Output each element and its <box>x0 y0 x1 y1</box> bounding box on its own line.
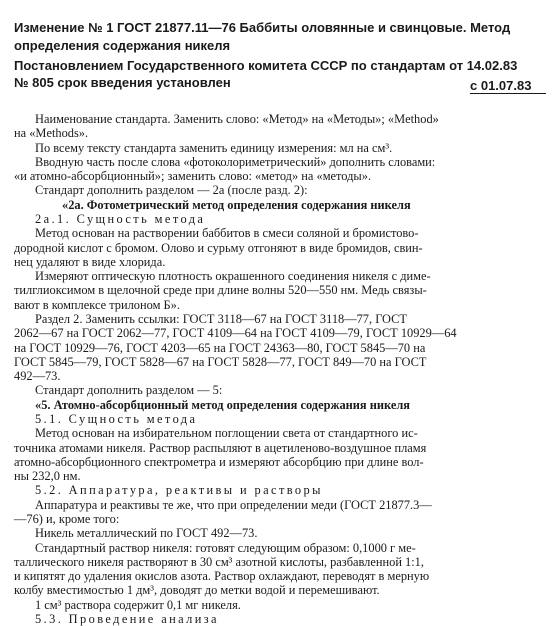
paragraph-line: —76) и, кроме того: <box>14 512 120 526</box>
paragraph-line: колбу вместимостью 1 дм³, доводят до метки водой и перемешивают. <box>14 583 380 597</box>
paragraph-line: таллического никеля растворяют в 30 см³ азотной кислоты, разбавленной 1:1, <box>14 555 424 569</box>
subsection-heading: 5.2. Аппаратура, реактивы и растворы <box>35 483 323 497</box>
section-2a-heading: «2а. Фотометрический метод определения содержания никеля <box>62 198 411 212</box>
paragraph-line: ГОСТ 5845—79, ГОСТ 5828—67 на ГОСТ 5828—77, ГОСТ 849—70 на ГОСТ <box>14 355 427 369</box>
paragraph-line: дородной кислот с бромом. Олово и сурьму отгоняют в виде бромидов, свин- <box>14 241 423 255</box>
paragraph-line: Никель металлический по ГОСТ 492—73. <box>35 526 258 540</box>
paragraph-line: тилглиоксимом в щелочной среде при длине волны 520—550 нм. Медь связы- <box>14 283 427 297</box>
paragraph-line: Метод основан на избирательном поглощении света от стандартного ис- <box>35 426 418 440</box>
paragraph-line: Стандартный раствор никеля: готовят следующим образом: 0,1000 г ме- <box>35 541 416 555</box>
paragraph-line: Стандарт дополнить разделом — 2а (после разд. 2): <box>35 183 308 197</box>
decree-line2: № 805 срок введения установлен <box>14 75 231 90</box>
paragraph-line: Метод основан на растворении баббитов в смеси соляной и бромистово- <box>35 226 419 240</box>
section-5-heading: «5. Атомно-абсорбционный метод определения содержания никеля <box>35 398 410 412</box>
paragraph-line: Раздел 2. Заменить ссылки: ГОСТ 3118—67 на ГОСТ 3118—77, ГОСТ <box>35 312 407 326</box>
paragraph-line: 492—73. <box>14 369 61 383</box>
paragraph-line: Аппаратура и реактивы те же, что при определении меди (ГОСТ 21877.3— <box>35 498 432 512</box>
paragraph-line: и кипятят до удаления окислов азота. Раствор охлаждают, переводят в мерную <box>14 569 430 583</box>
paragraph-line: атомно-абсорбционного спектрометра и измеряют абсорбцию при длине вол- <box>14 455 424 469</box>
paragraph-line: на «Methods». <box>14 126 89 140</box>
paragraph-line: По всему тексту стандарта заменить единицу измерения: мл на см³. <box>35 141 393 155</box>
amendment-title-line2: определения содержания никеля <box>14 38 231 53</box>
paragraph-line: вают в комплексе трилоном Б». <box>14 298 180 312</box>
paragraph-line: нец удаляют в виде хлорида. <box>14 255 166 269</box>
paragraph-line: Вводную часть после слова «фотоколориметрический» дополнить словами: <box>35 155 436 169</box>
amendment-title-line1: Изменение № 1 ГОСТ 21877.11—76 Баббиты оловянные и свинцовые. Метод <box>14 20 511 35</box>
paragraph-line: ны 232,0 нм. <box>14 469 81 483</box>
paragraph-line: «и атомно-абсорбционный»; заменить слово: «метод» на «методы». <box>14 169 372 183</box>
paragraph-line: Наименование стандарта. Заменить слово: «Метод» на «Методы»; «Method» <box>35 112 439 126</box>
subsection-heading: 5.3. Проведение анализа <box>35 612 219 626</box>
paragraph-line: 2062—67 на ГОСТ 2062—77, ГОСТ 4109—64 на ГОСТ 4109—79, ГОСТ 10929—64 <box>14 326 457 340</box>
subsection-heading: 5.1. Сущность метода <box>35 412 198 426</box>
paragraph-line: точника атомами никеля. Раствор распыляют в ацетиленово-воздушное пламя <box>14 441 427 455</box>
paragraph-line: на ГОСТ 10929—76, ГОСТ 4203—65 на ГОСТ 24363—80, ГОСТ 5845—70 на <box>14 341 426 355</box>
effective-date-underline <box>470 93 546 94</box>
decree-line1: Постановлением Государственного комитета СССР по стандартам от 14.02.83 <box>14 58 518 73</box>
paragraph-line: Стандарт дополнить разделом — 5: <box>35 383 223 397</box>
paragraph-line: 1 см³ раствора содержит 0,1 мг никеля. <box>35 598 241 612</box>
amendment-title <box>14 20 542 36</box>
paragraph-line: Измеряют оптическую плотность окрашенного соединения никеля с диме- <box>35 269 431 283</box>
subsection-heading: 2а.1. Сущность метода <box>35 212 206 226</box>
effective-date: с 01.07.83 <box>470 78 532 93</box>
